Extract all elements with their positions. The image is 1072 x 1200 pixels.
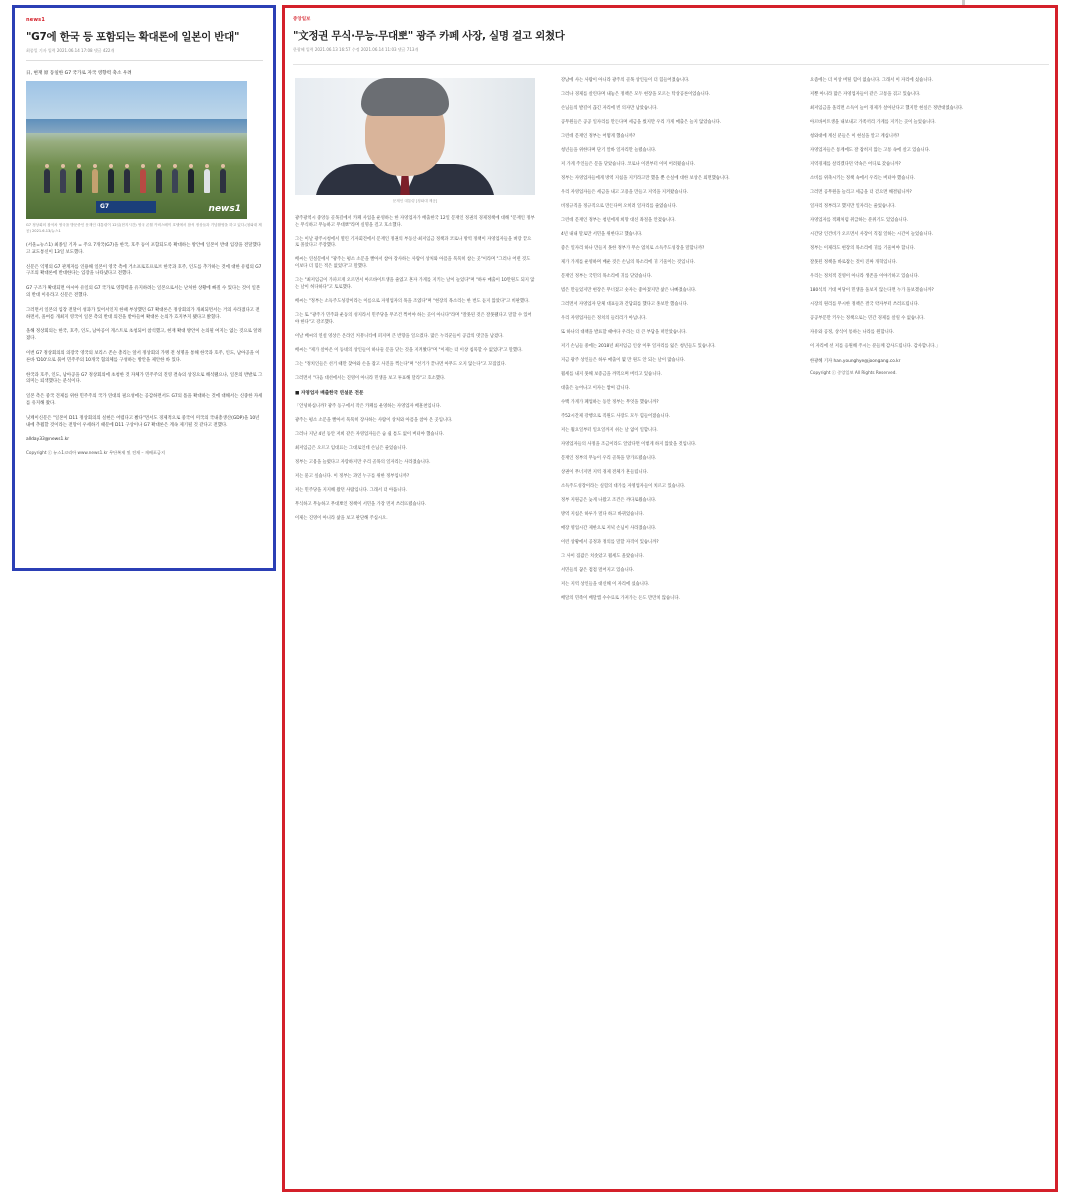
paragraph: 정부는 이제라도 현장의 목소리에 귀를 기울여야 합니다.	[810, 246, 916, 251]
right-article-title: "文정권 무식·무능·무대뽀" 광주 카페 사장, 실명 걸고 외쳤다	[293, 30, 565, 42]
paragraph: 공공부문만 키우는 정책으로는 민간 경제를 살릴 수 없습니다.	[810, 316, 925, 321]
paragraph: 월세를 내지 못해 보증금을 까먹으며 버티고 있습니다.	[561, 372, 662, 377]
paragraph: 서민들의 꿈은 점점 멀어지고 있습니다.	[561, 568, 635, 573]
paragraph: 그런데 문재인 정부는 청년에게 희망 대신 좌절을 안겼습니다.	[561, 218, 676, 223]
reporter-email[interactable]: allday33@news1.kr	[26, 437, 70, 443]
person-figure	[108, 169, 114, 193]
person-figure	[140, 169, 146, 193]
paragraph: 그러면서 일본의 입장 전달이 성과가 있어서인지 한때 부상했던 G7 확대론은 정상회의가 개최되면서는 거의 사라졌다고 전하면서, 올여름 개최지 영국이 일본 측의 반대 의견을 받아들여 확대론 논의가 흐지부지 됐다고 밝혔다.	[26, 307, 260, 320]
article-column-3	[810, 78, 1042, 376]
paragraph: 상권이 무너지면 지역 경제 전체가 흔들립니다.	[561, 470, 649, 475]
right-article-frame	[282, 5, 1058, 1192]
person-figure	[204, 169, 210, 193]
paragraph: 광주광역시 중앙동 골목길에서 카페 사업을 운영하는 한 자영업자가 배출한국 12일 문재인 정권의 경제정책에 대해 "문재인 정부는 무식하고 무능하고 무대뽀"라며 실명을 걸고 호소했다.	[295, 216, 535, 228]
copyright: Copyright ⓒ 뉴스1코리아 www.news1.kr 무단복제 및 전재 – 재배포금지	[26, 450, 166, 456]
left-article-frame	[12, 5, 276, 571]
paragraph: 일자리 정부라고 했지만 일자리는 줄었습니다.	[810, 204, 896, 209]
news1-watermark: news1	[208, 204, 241, 214]
paragraph: 무식하고 무능하고 무대뽀인 정책이 서민을 가장 먼저 쓰러뜨렸습니다.	[295, 501, 427, 507]
left-article-title: "G7에 한국 등 포함되는 확대론에 일본이 반대"	[26, 31, 240, 43]
paragraph: 요즘에는 더 이상 버틸 힘이 없습니다. 그래서 이 자리에 섰습니다.	[810, 78, 933, 83]
paragraph: 자영업자들의 사정을 조금이라도 알았다면 이렇게 하지 않았을 것입니다.	[561, 442, 697, 447]
right-article-meta: 한광혜 입력 2021.06.13 16:57 수정 2021.06.14 11:03 댓글 713개	[293, 47, 419, 52]
paragraph: 이런 상황에서 공정과 정의를 말할 자격이 있습니까?	[561, 540, 659, 545]
speech-subheading: ■ 자영업자 배출한국 연설문 전문	[295, 390, 364, 396]
paragraph: 문재인 정부는 국민의 목소리에 귀를 닫았습니다.	[561, 274, 653, 279]
paragraph: 배씨는 연설문에서 "광주는 평소 소문을 빨아서 참아 장사하는 사람이 상처와 아픔을 묵묵히 참는 곳"이라며 "그러나 어떤 것도 이보다 더 힘든 적은 없었다"고 말했다.	[295, 257, 531, 270]
paragraph: 그는 이날 광주시청에서 열린 기자회견에서 문재인 정권의 부동산·최저임금 정책과 코로나 방역 정책이 자영업자들을 벼랑 끝으로 몰았다고 주장했다.	[295, 236, 532, 249]
paragraph: 4년 내내 말로만 서민을 위한다고 했습니다.	[561, 232, 643, 237]
paragraph: 올해 정상회의는 한국, 호주, 인도, 남아공이 게스트로 초청되어 참석했고, 현재 확대 방안이 논의될 여지는 없는 것으로 알려졌다.	[26, 329, 262, 342]
paragraph: 잘못된 정책을 바로잡는 것이 진짜 개혁입니다.	[810, 260, 898, 265]
paragraph: 그는 또 "광주가 민주화 운동의 성지라서 민주당을 무조건 찍어야 하는 곳이 아니다"라며 "잘못된 것은 잘못됐다고 말할 수 있어야 한다"고 강조했다.	[295, 312, 532, 325]
paragraph: 일본 측은 중국 견제를 위한 민주주의 국가 연대의 필요성에는 공감하면서도 G7의 틀을 확대하는 것에 대해서는 신중한 자세를 유지해 왔다.	[26, 394, 263, 406]
paragraph: 배씨는 "제가 살아온 이 동네의 상인들이 하나둘 문을 닫는 것을 지켜봤다"며 "이제는 더 이상 침묵할 수 없었다"고 말했다.	[295, 347, 523, 353]
person-figure	[220, 169, 226, 193]
paragraph: G7 구조가 확대되면 아시아 유일의 G7 국가로 영향력을 유지하려는 일본으로서는 난처한 상황에 빠질 수 있다는 것이 일본의 반대 이유라고 신문은 전했다.	[26, 286, 261, 298]
person-figure	[60, 169, 66, 193]
paragraph: 한국과 호주, 인도, 남아공을 G7 정상회의에 초청한 것 자체가 민주주의 진영 결속의 상징으로 해석됐으나, 일본의 반발로 그 의미는 퇴색했다는 분석이다.	[26, 372, 263, 385]
sea-background	[26, 119, 247, 133]
g7-group-photo	[26, 81, 247, 219]
paragraph: 청년들을 위한다며 단기 알바 일자리만 늘렸습니다.	[561, 148, 657, 153]
paragraph: 자유와 공정, 상식이 통하는 나라를 원합니다.	[810, 330, 895, 335]
photo-caption: G7 정상회의 참석차 영국을 방문중인 문재인 대통령이 12일(현지시간) 영국 콘월 카비스베이 호텔에서 참석 정상들과 기념촬영을 하고 있다.(청와대 제공) 2021.6.13/뉴스1	[26, 223, 262, 233]
reporter-byline[interactable]: 한광혜 기자 han.younghye@joongang.co.kr	[810, 359, 901, 364]
paragraph: 그러면 공무원을 늘리고 세금을 더 걷으면 해결됩니까?	[810, 190, 912, 195]
person-figure	[124, 169, 130, 193]
paragraph: 정부는 고용을 늘렸다고 자랑하지만 우리 골목의 일자리는 사라졌습니다.	[295, 459, 431, 465]
right-article-header	[293, 16, 993, 53]
paragraph: 이 자리에 선 저를 응원해 주시는 분들께 감사드립니다. 감사합니다.」	[810, 344, 941, 349]
paragraph: 그러나 경제를 살린다며 내놓은 정책은 모두 현장을 모르는 탁상공론이었습니다.	[561, 92, 711, 97]
paragraph: (서울=뉴스1) 최종일 기자 = 주요 7개국(G7)을 한국, 호주 등이 포함되도록 확대하는 방안에 일본이 반대 입장을 전달했다고 교도통신이 13일 보도했다.	[26, 243, 261, 255]
person-figure	[172, 169, 178, 193]
photo-caption: 문재인 대통령 [청와대 제공]	[392, 199, 438, 203]
paragraph: 지역경제를 살리겠다던 약속은 어디로 갔습니까?	[810, 162, 901, 167]
paragraph: 아르바이트생을 내보내고 가족끼리 가게를 지키는 곳이 늘었습니다.	[810, 120, 936, 125]
paragraph: 시장의 원리를 무시한 정책은 결국 약자부터 쓰러뜨립니다.	[810, 302, 920, 307]
paragraph: 시간당 인건비가 오르면서 사장이 직접 일하는 시간이 늘었습니다.	[810, 232, 933, 237]
joongang-logo[interactable]: 중앙일보	[293, 17, 311, 22]
left-article-meta: 최종일 기자 입력 2021.06.14 17:08 댓글 422개	[26, 48, 115, 53]
paragraph: 180석의 거대 여당이 민생을 돌보지 않는다면 누가 돌보겠습니까?	[810, 288, 934, 293]
divider	[293, 64, 1049, 65]
g7-sign: G7	[96, 201, 156, 213]
paragraph: 청와대에 계신 분들은 이 현실을 알고 계십니까?	[810, 134, 900, 139]
paragraph: 닛케이신문은 "일본이 D11 정상회의의 실현은 어렵다고 봤다"면서도 경제적으로 중국이 미국의 국내총생산(GDP)을 10년 내에 추월할 것이라는 전망이 우세하기 때문에 D11 구상이나 G7 확대론은 계속 제기될 것 같다고 전했다.	[26, 415, 260, 428]
paragraph: 최저임금은 오르고 임대료는 그대로인데 손님은 줄었습니다.	[295, 445, 407, 451]
paragraph: 신문은 익명의 G7 관계자를 인용해 일본이 영국 측에 거소프로흐프로브 한국과 호주, 인도를 추가하는 것에 대한 유럽의 G7 구조의 확대론에 반대한다는 입장을 나타냈다고 전했다.	[26, 264, 262, 277]
paragraph: 저는 월요일부터 일요일까지 쉬는 날 없이 일합니다.	[561, 428, 658, 433]
paragraph: 소비를 위축시키는 정책 속에서 우리는 버텨야 했습니다.	[810, 176, 916, 181]
paragraph: 또 하나의 대책을 발표할 때마다 우리는 더 큰 부담을 떠안았습니다.	[561, 330, 687, 335]
paragraph: 이번 G7 정상회의의 의장국 영국의 보리스 존슨 총리는 앞서 정상회의 가맹 전 성명을 통해 한국과 호주, 인도, 남아공을 이른바 'D10'으로 묶어 민주주의 10개국 협의체를 구성하는 방안을 제안한 바 있다.	[26, 350, 260, 363]
portrait-hair	[361, 78, 449, 116]
news1-logo[interactable]: news1	[26, 17, 46, 23]
paragraph: 저기 손님들 중에는 2018년 최저임금 인상 이후 일자리를 잃은 청년들도 있습니다.	[561, 344, 716, 349]
paragraph: 방역 지침은 하루가 멀다 하고 바뀌었습니다.	[561, 512, 644, 517]
paragraph: 그는 "최저임금이 가파르게 오르면서 아르바이트생을 줄였고 혼자 가게를 지키는 날이 늘었다"며 "하루 매출이 10만원도 되지 않는 날이 허다하다"고 토로했다.	[295, 278, 535, 290]
left-article-summary: 日, 현재 原 동일한 G7 국가로 자국 영향력 축소 우려	[26, 71, 132, 76]
paragraph: 그러면서 "다음 대선에서는 진영이 아니라 민생을 보고 투표해 달라"고 호소했다.	[295, 375, 446, 381]
paragraph: 공무원들은 공공 일자리를 만든다며 세금을 썼지만 우리 가게 매출은 늘지 않았습니다.	[561, 120, 722, 125]
paragraph: 정부는 자영업자들에게 방역 지침을 지키라고만 했을 뿐 손실에 대한 보상은 외면했습니다.	[561, 176, 730, 181]
paragraph: 손님들의 발길이 끊긴 자리에 빈 의자만 남았습니다.	[561, 106, 658, 111]
paragraph: 저는 민주당을 지지해 왔던 사람입니다. 그래서 더 아픕니다.	[295, 487, 407, 493]
paragraph: 그는 "정치인들은 선거 때만 찾아와 손을 잡고 사진을 찍는다"며 "선거가 끝나면 아무도 오지 않는다"고 꼬집었다.	[295, 361, 507, 367]
person-figure	[92, 169, 98, 193]
copyright: Copyright ⓒ 중앙일보 All Rights Reserved.	[810, 370, 897, 375]
paragraph: 제가 가게를 운영하며 배운 것은 손님의 목소리에 귀 기울이는 것입니다.	[561, 260, 696, 265]
paragraph: 저는 묻고 싶습니다. 이 정부는 과연 누구를 위한 정부입니까?	[295, 473, 410, 479]
paragraph: 자영업자들은 통계에도 잘 잡히지 않는 고통 속에 살고 있습니다.	[810, 148, 931, 153]
paragraph: 우리는 정치적 진영이 아니라 생존을 이야기하고 있습니다.	[810, 274, 920, 279]
paragraph: 최저임금을 올리면 소득이 늘어 경제가 살아난다고 했지만 현실은 정반대였습니다.	[810, 106, 964, 111]
paragraph: 자영업자를 적폐처럼 취급하는 분위기도 있었습니다.	[810, 218, 909, 223]
person-figure	[188, 169, 194, 193]
paragraph: 이제는 진영이 아니라 삶을 보고 판단해 주십시오.	[295, 515, 388, 521]
person-figure	[76, 169, 82, 193]
person-figure	[156, 169, 162, 193]
paragraph: 배달의 민족이 배달앱 수수료로 가져가는 돈도 만만치 않습니다.	[561, 596, 680, 601]
paragraph: 저 가게 주인들은 문을 닫았습니다. 코로나 이전부터 이미 어려웠습니다.	[561, 162, 696, 167]
paragraph: 지금 광주 상인들은 하루 매출이 몇 만 원도 안 되는 날이 많습니다.	[561, 358, 686, 363]
article-column-1	[295, 78, 535, 530]
paragraph: 광주는 평소 소문을 빨아서 묵묵히 장사하는 사람이 상처와 아픔을 참아 온 곳입니다.	[295, 417, 453, 423]
paragraph: 소득주도성장이라는 실험의 대가를 자영업자들이 치르고 있습니다.	[561, 484, 686, 489]
paragraph: 배씨는 "정부는 소득주도성장이라는 이름으로 자영업자의 목을 조였다"며 "현장의 목소리는 한 번도 듣지 않았다"고 비판했다.	[295, 298, 530, 304]
president-portrait	[295, 78, 535, 195]
paragraph: 주52시간제 강행으로 직원도 사장도 모두 힘들어졌습니다.	[561, 414, 671, 419]
left-article-body	[26, 243, 263, 429]
paragraph: 그런데 문재인 정부는 어떻게 했습니까?	[561, 134, 636, 139]
paragraph: 그 사이 집값은 치솟았고 월세도 올랐습니다.	[561, 554, 644, 559]
divider	[26, 60, 263, 61]
paragraph: 수백 가게가 폐업하는 동안 정부는 무엇을 했습니까?	[561, 400, 659, 405]
paragraph: 법은 만들었지만 현장은 무너졌고 숫자는 좋아졌지만 삶은 나빠졌습니다.	[561, 288, 697, 293]
paragraph: 좋은 일자리 하나 만들지 못한 정부가 무슨 염치로 소득주도성장을 말합니까?	[561, 246, 705, 251]
paragraph: 우리 자영업자들은 세금을 내고 고용을 만들고 지역을 지켜왔습니다.	[561, 190, 689, 195]
article-column-2	[561, 78, 793, 610]
paragraph: 우리 자영업자들은 정치의 들러리가 아닙니다.	[561, 316, 647, 321]
paragraph: 문재인 정부의 무능이 우리 골목을 망가뜨렸습니다.	[561, 456, 657, 461]
paragraph: 저는 지역 상인들을 대신해 이 자리에 섰습니다.	[561, 582, 650, 587]
paragraph: 이날 배씨의 연설 영상은 온라인 커뮤니티에 퍼지며 큰 반향을 일으켰다. 많은 누리꾼들이 공감의 댓글을 남겼다.	[295, 333, 504, 339]
person-figure	[44, 169, 50, 193]
paragraph: 「안녕하십니까? 광주 동구에서 작은 카페를 운영하는 자영업자 배훈천입니다.	[295, 403, 442, 409]
paragraph: 비정규직을 정규직으로 만든다며 오히려 일자리를 줄였습니다.	[561, 204, 678, 209]
paragraph: 그러면서 자영업자 단체 대표들과 간담회를 했다고 홍보만 했습니다.	[561, 302, 689, 307]
paragraph: 매장 영업시간 제한으로 저녁 손님이 사라졌습니다.	[561, 526, 657, 531]
paragraph: 저뿐 아니라 많은 자영업자들이 같은 고통을 겪고 있습니다.	[810, 92, 921, 97]
paragraph: 대출은 늘어나고 이자는 쌓여 갑니다.	[561, 386, 631, 391]
paragraph: 정부 지원금은 늦게 나왔고 조건은 까다로웠습니다.	[561, 498, 657, 503]
paragraph: 강남에 사는 사람이 아니라 광주의 골목 상인들이 더 힘들어졌습니다.	[561, 78, 690, 83]
paragraph: 그러나 지난 4년 동안 저희 같은 자영업자들은 숨 쉴 틈도 없이 버텨야 했습니다.	[295, 431, 445, 437]
